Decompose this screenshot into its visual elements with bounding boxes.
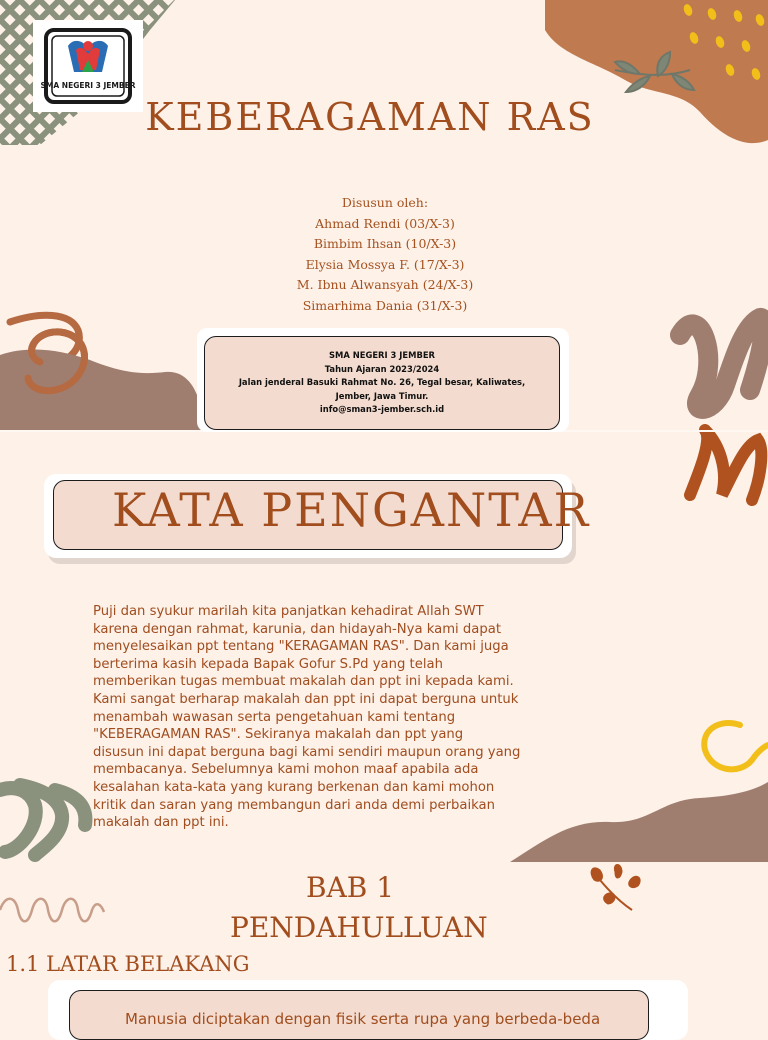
preface-line: menambah wawasan serta pengetahuan kami tentang [93,709,456,725]
chapter-title: PENDAHULLUAN [230,911,488,944]
author-item: Elysia Mossya F. (17/X-3) [305,256,465,272]
flower-sprig [591,865,640,911]
preface-line: memberikan tugas membuat makalah dan ppt ini kepada kami. [93,674,514,690]
preface-line: makalah dan ppt ini. [93,815,229,831]
school-email: info@sman3-jember.sch.id [319,404,445,415]
preface-line: membacanya. Sebelumnya kami mohon maaf apabila ada [93,762,479,778]
school-address-line2: Jember, Jawa Timur. [335,390,429,401]
intro-text: Manusia diciptakan dengan fisik serta rupa yang berbeda-beda [125,1010,601,1028]
page-title: KEBERAGAMAN RAS [145,95,595,139]
squiggle-right-top [680,318,764,409]
author-item: Bimbim Ihsan (10/X-3) [313,236,457,251]
chapter-heading [230,868,488,948]
squiggle-left-sage [0,785,85,855]
logo-text: SMA NEGERI 3 JEMBER [40,81,136,90]
mauve-mound-left [0,350,205,430]
mauve-blob-bottom-right [510,782,768,862]
preface-body [93,603,545,832]
school-address-line1: Jalan jenderal Basuki Rahmat No. 26, Tegal besar, Kaliwates, [238,377,526,388]
preface-line: berterima kasih kepada Bapak Gofur S.Pd yang telah [93,656,443,672]
preface-line: Puji dan syukur marilah kita panjatkan kehadirat Allah SWT [93,604,484,619]
school-info-card [204,336,560,430]
school-name: SMA NEGERI 3 JEMBER [328,350,436,360]
author-item: Simarhima Dania (31/X-3) [302,297,468,313]
preface-line: kritik dan saran yang membangun dari anda demi perbaikan [93,797,495,813]
squiggle-right-bottom [690,430,761,500]
preface-title: KATA PENGANTAR [112,483,591,537]
author-item: Ahmad Rendi (03/X-3) [315,215,455,231]
section-heading: 1.1 LATAR BELAKANG [6,952,250,976]
school-year: Tahun Ajaran 2023/2024 [324,363,440,374]
preface-line: disusun ini dapat berguna bagi kami sendiri maupun orang yang [93,744,521,760]
yellow-swirl [704,723,768,769]
author-item: M. Ibnu Alwansyah (24/X-3) [296,277,474,292]
preface-line: kesalahan kata-kata yang kurang berkenan dan kami mohon [93,779,495,795]
preface-line: Kami sangat berharap makalah dan ppt ini dapat berguna untuk [93,691,519,707]
chapter-number: BAB 1 [305,871,395,904]
scribble-left [0,899,104,922]
preface-line: "KEBERAGAMAN RAS". Sekiranya makalah dan ppt yang [93,727,464,743]
authors-list [230,193,540,316]
preface-line: karena dengan rahmat, karunia, dan hidayah-Nya kami dapat [93,621,501,637]
authors-heading: Disusun oleh: [341,195,429,210]
preface-line: menyelesaikan ppt tentang "KERAGAMAN RAS". Dan kami juga [93,639,509,655]
